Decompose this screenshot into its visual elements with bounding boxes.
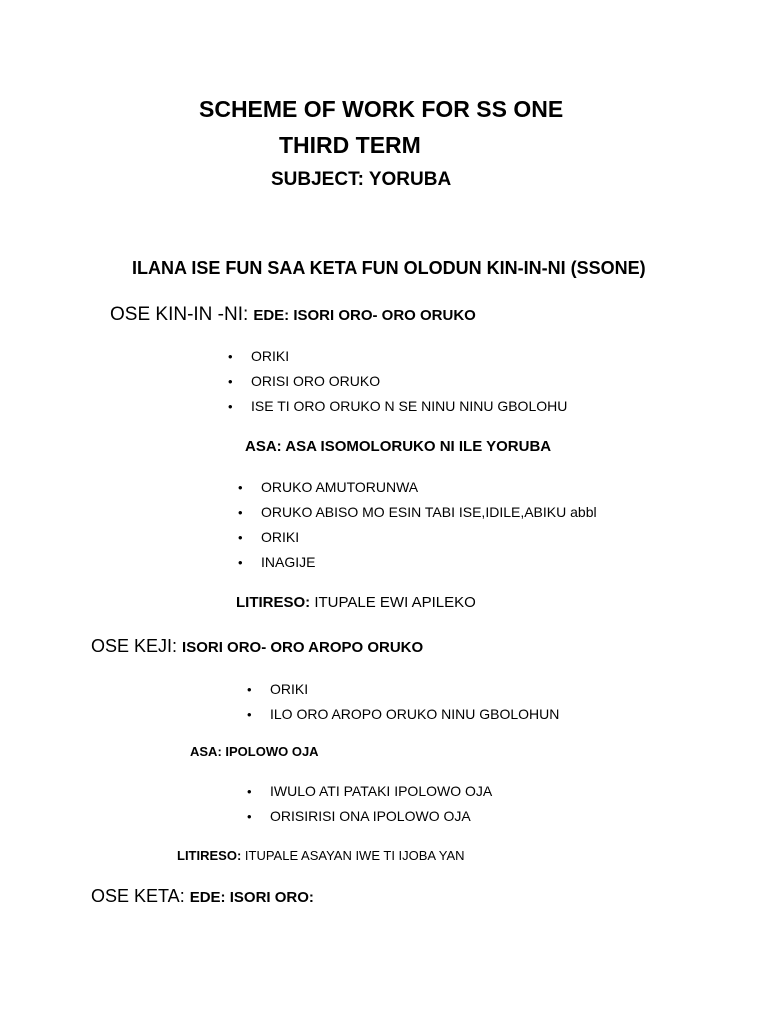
- document-title: SCHEME OF WORK FOR SS ONE: [199, 96, 564, 122]
- week-3-heading: [91, 886, 314, 907]
- subject-title: SUBJECT: YORUBA: [271, 169, 452, 190]
- list-item: • ORIKI: [226, 344, 567, 369]
- bullet-icon: •: [238, 505, 243, 520]
- week-3-topic: EDE: ISORI ORO:: [189, 889, 314, 906]
- bullet-icon: •: [247, 809, 252, 824]
- bullet-icon: •: [238, 555, 243, 570]
- list-item: • IWULO ATI PATAKI IPOLOWO OJA: [245, 779, 492, 804]
- bullet-icon: •: [247, 784, 252, 799]
- week-1-topic: EDE: ISORI ORO- ORO ORUKO: [253, 307, 476, 324]
- week-1-literature: [236, 594, 476, 611]
- bullet-icon: •: [238, 530, 243, 545]
- literature-text: ITUPALE ASAYAN IWE TI IJOBA YAN: [244, 848, 465, 863]
- list-item: • ORISI ORO ORUKO: [226, 369, 567, 394]
- list-item: • ORISIRISI ONA IPOLOWO OJA: [245, 804, 492, 829]
- bullet-icon: •: [228, 349, 233, 364]
- week-2-heading: [91, 636, 423, 657]
- literature-label: LITIRESO:: [236, 594, 311, 611]
- list-item: • ISE TI ORO ORUKO N SE NINU NINU GBOLOHU: [226, 394, 567, 419]
- list-item: • ORUKO ABISO MO ESIN TABI ISE,IDILE,ABIKU abbl: [236, 500, 597, 525]
- week-1-items: [226, 344, 567, 419]
- week-1-asa-title: ASA: ASA ISOMOLORUKO NI ILE YORUBA: [245, 438, 552, 455]
- week-3-label: OSE KETA:: [91, 886, 185, 906]
- week-2-label: OSE KEJI:: [91, 636, 178, 656]
- week-1-label: OSE KIN-IN -NI:: [110, 304, 249, 325]
- bullet-icon: •: [228, 399, 233, 414]
- bullet-icon: •: [247, 707, 252, 722]
- literature-label: LITIRESO:: [177, 848, 242, 863]
- list-item: • ILO ORO AROPO ORUKO NINU GBOLOHUN: [245, 702, 559, 727]
- literature-text: ITUPALE EWI APILEKO: [314, 594, 476, 611]
- list-item: • ORUKO AMUTORUNWA: [236, 475, 597, 500]
- week-2-asa-items: [245, 779, 492, 829]
- week-2-items: [245, 677, 559, 727]
- week-2-topic: ISORI ORO- ORO AROPO ORUKO: [182, 639, 424, 656]
- week-2-asa-title: ASA: IPOLOWO OJA: [190, 744, 319, 759]
- list-item: • ORIKI: [236, 525, 597, 550]
- bullet-icon: •: [247, 682, 252, 697]
- list-item: • ORIKI: [245, 677, 559, 702]
- bullet-icon: •: [228, 374, 233, 389]
- scheme-heading: ILANA ISE FUN SAA KETA FUN OLODUN KIN-IN-NI (SSONE): [132, 258, 646, 278]
- week-1-heading: [110, 304, 476, 326]
- term-title: THIRD TERM: [279, 132, 421, 158]
- week-2-literature: [177, 848, 465, 863]
- week-1-asa-items: [236, 475, 597, 575]
- list-item: • INAGIJE: [236, 550, 597, 575]
- bullet-icon: •: [238, 480, 243, 495]
